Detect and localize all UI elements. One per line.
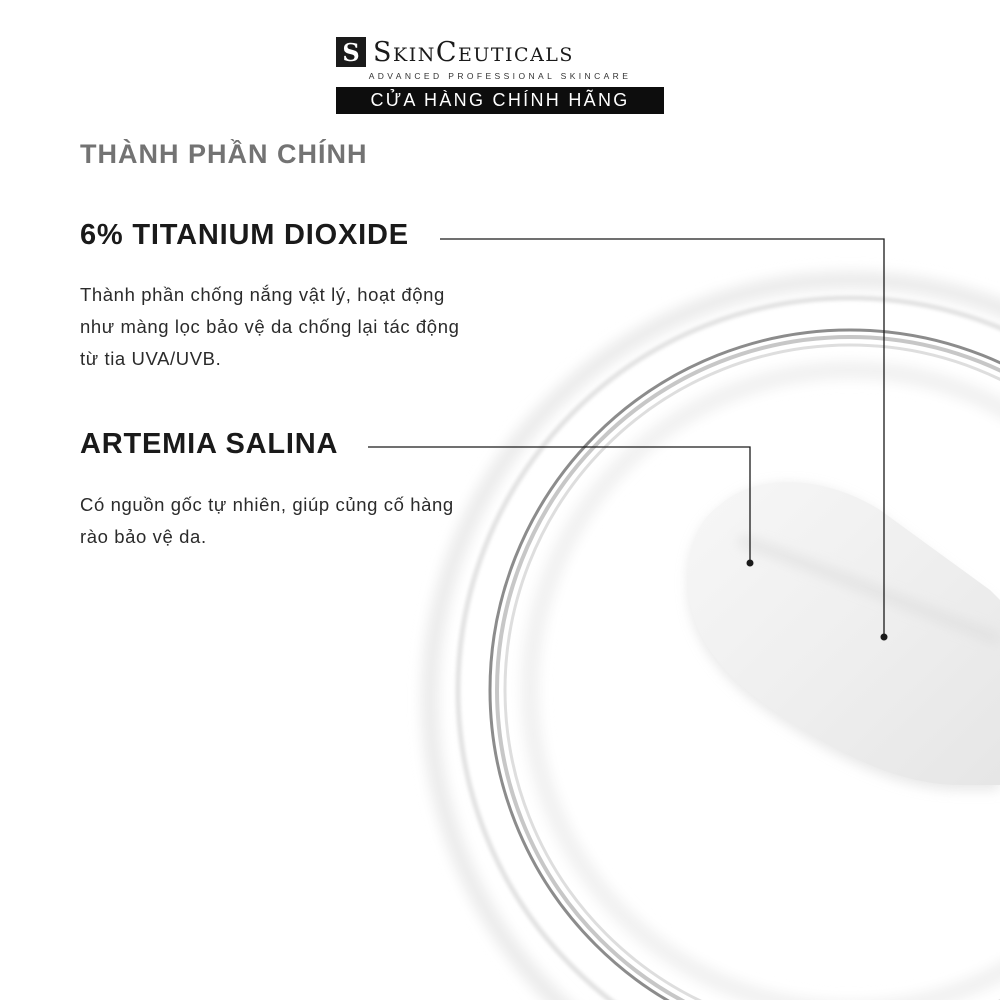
brand-logo-icon: S xyxy=(336,37,366,67)
official-store-badge: CỬA HÀNG CHÍNH HÃNG xyxy=(336,87,664,114)
callout-dot-titanium-dioxide xyxy=(881,634,888,641)
brand-name: SkinCeuticals xyxy=(373,36,574,68)
section-title: THÀNH PHẦN CHÍNH xyxy=(80,139,368,169)
ingredient-title-artemia-salina: ARTEMIA SALINA xyxy=(80,428,339,460)
brand-header xyxy=(336,34,664,114)
callout-dot-artemia-salina xyxy=(747,560,754,567)
ingredient-description-titanium-dioxide: Thành phần chống nắng vật lý, hoạt động như màng lọc bảo vệ da chống lại tác động từ tia UVA/UVB. xyxy=(80,284,460,369)
cream-swatch xyxy=(688,482,1000,790)
brand-tagline: ADVANCED PROFESSIONAL SKINCARE xyxy=(368,71,632,81)
ingredient-title-titanium-dioxide: 6% TITANIUM DIOXIDE xyxy=(80,219,409,251)
brand-logo xyxy=(336,34,664,70)
ingredient-description-artemia-salina: Có nguồn gốc tự nhiên, giúp củng cố hàng rào bảo vệ da. xyxy=(80,494,454,547)
